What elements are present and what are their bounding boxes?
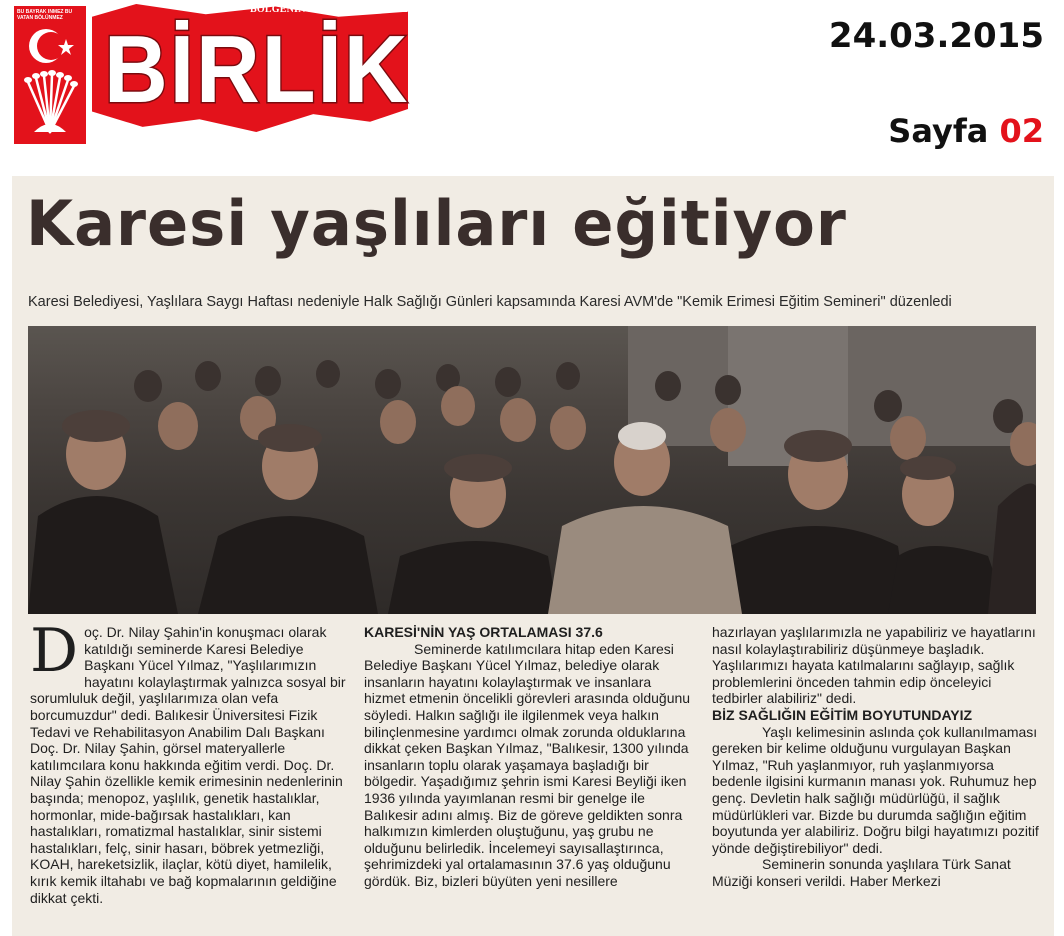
drop-cap: D (30, 616, 79, 686)
audience-illustration (28, 326, 1036, 614)
column-1-text: oç. Dr. Nilay Şahin'in konuşmacı olarak katıldığı seminerde Karesi Belediye Başkanı Yücel Yılmaz, "Yaşlılarımızın hayatını kolaylaştırmak yalnızca sosyal bir sorumluluk değil, yaşlılarımıza olan vefa borcumuzdur" dedi. Balıkesir Üniversitesi Fizik Tedavi ve Rehabilitasyon Anabilim Dalı Başkanı Doç. Dr. Nilay Şahin, görsel materyallerle katılımcılara konu hakkında eğitim verdi. Doç. Dr. Nilay Şahin özellikle kemik erimesinin nedenlerinin başında; menopoz, yaşlılık, genetik hastalıklar, hormonlar, mide-bağırsak hastalıkları, kan hastalıkları, romatizmal hastalıklar, sinir sistemi hastalıkları, felç, sinir hasarı, böbrek yetmezliği, KOAH, hareketsizlik, ilaçlar, kötü diyet, hamilelik, kırık kemik iltahabı ve bağ kopmalarının geldiğine dikkat çekti. (30, 624, 346, 906)
seminar-photo (28, 326, 1036, 614)
article-column-3 (712, 624, 1042, 890)
article-column-1 (30, 616, 346, 906)
publication-date: 24.03.2015 (828, 16, 1044, 56)
subhead-health-education: BİZ SAĞLIĞIN EĞİTİM BOYUTUNDAYIZ (712, 706, 973, 723)
page-label: Sayfa (888, 112, 1000, 150)
article-spot: Karesi Belediyesi, Yaşlılara Saygı Haftası nedeniyle Halk Sağlığı Günleri kapsamında Karesi AVM'de "Kemik Erimesi Eğitim Semineri" düzenledi (28, 294, 952, 310)
crescent-star-icon (14, 20, 86, 144)
news-clipping (12, 176, 1054, 936)
article-column-2 (364, 624, 696, 890)
page-reference (888, 112, 1044, 150)
column-3-text-b: Yaşlı kelimesinin aslında çok kullanılmaması gereken bir kelime olduğunu vurgulayan Başkan Yılmaz, "Ruh yaşlanmıyor, ruh yaşlanmıyorsa bedenle ilgisini kurmanın manası yok. Ruhumuz hep genç. Devletin halk sağlığı müdürlüğü, il sağlık müdürlükleri var. Bizde bu durumda sağlığın eğitim boyutunda yer alabiliriz. Doğru bilgi hayatımızı pozitif yönde değiştirebiliyor" dedi. (712, 723, 1039, 856)
article-headline: Karesi yaşlıları eğitiyor (26, 187, 847, 260)
column-3-text-a: hazırlayan yaşlılarımızla ne yapabiliriz ve hayatlarını nasıl kolaylaştırabiliriz düşünmeye başladık. Yaşlılarımızı hayata katılmalarını sağlayıp, sağlık problemlerini önceden tahmin edip önceleyici tedbirler alabiliriz" dedi. (712, 624, 1036, 707)
newspaper-emblem (14, 6, 86, 144)
column-3-text-c: Seminerin sonunda yaşlılara Türk Sanat Müziği konseri verildi. Haber Merkezi (712, 856, 1011, 889)
newspaper-name: BİRLİK (104, 16, 410, 123)
emblem-tagline: BU BAYRAK INMEZ BU VATAN BÖLÜNMEZ (17, 9, 73, 21)
subhead-age-average: KARESİ'NİN YAŞ ORTALAMASI 37.6 (364, 624, 603, 640)
page-number: 02 (999, 112, 1044, 150)
column-2-text: Seminerde katılımcılara hitap eden Karesi Belediye Başkanı Yücel Yılmaz, belediye olarak insanların hayatını kolaylaştırmak ve insanlara hizmet etmenin öncelikli görevleri arasında olduğunu söyledi. Halkın sağlığı ile ilgilenmek veya halkın bilinçlenmesine yardımcı olmak zorunda olduklarına dikkat çeken Başkan Yılmaz, "Balıkesir, 1300 yılında insanların toplu olarak yaşamaya başladığı bir bölgedir. Yaşadığımız şehrin ismi Karesi Beyliği iken 1936 yılında yayımlanan resmi bir genelge ile Balıkesir adını almış. Biz de göreve geldikten sonra halkımızın kimlerden oluştuğunu, yaş grubu ne olduğunu belirledik. İncelemeyi sayısallaştırınca, şehrimizdeki yal ortalamasının 37.6 yaş olduğunu gördük. Biz, bizleri büyüten yeni nesillere (364, 640, 691, 889)
masthead-slogan: BÖLGENİN EN GÜÇLÜ GAZETESİ (250, 4, 418, 15)
